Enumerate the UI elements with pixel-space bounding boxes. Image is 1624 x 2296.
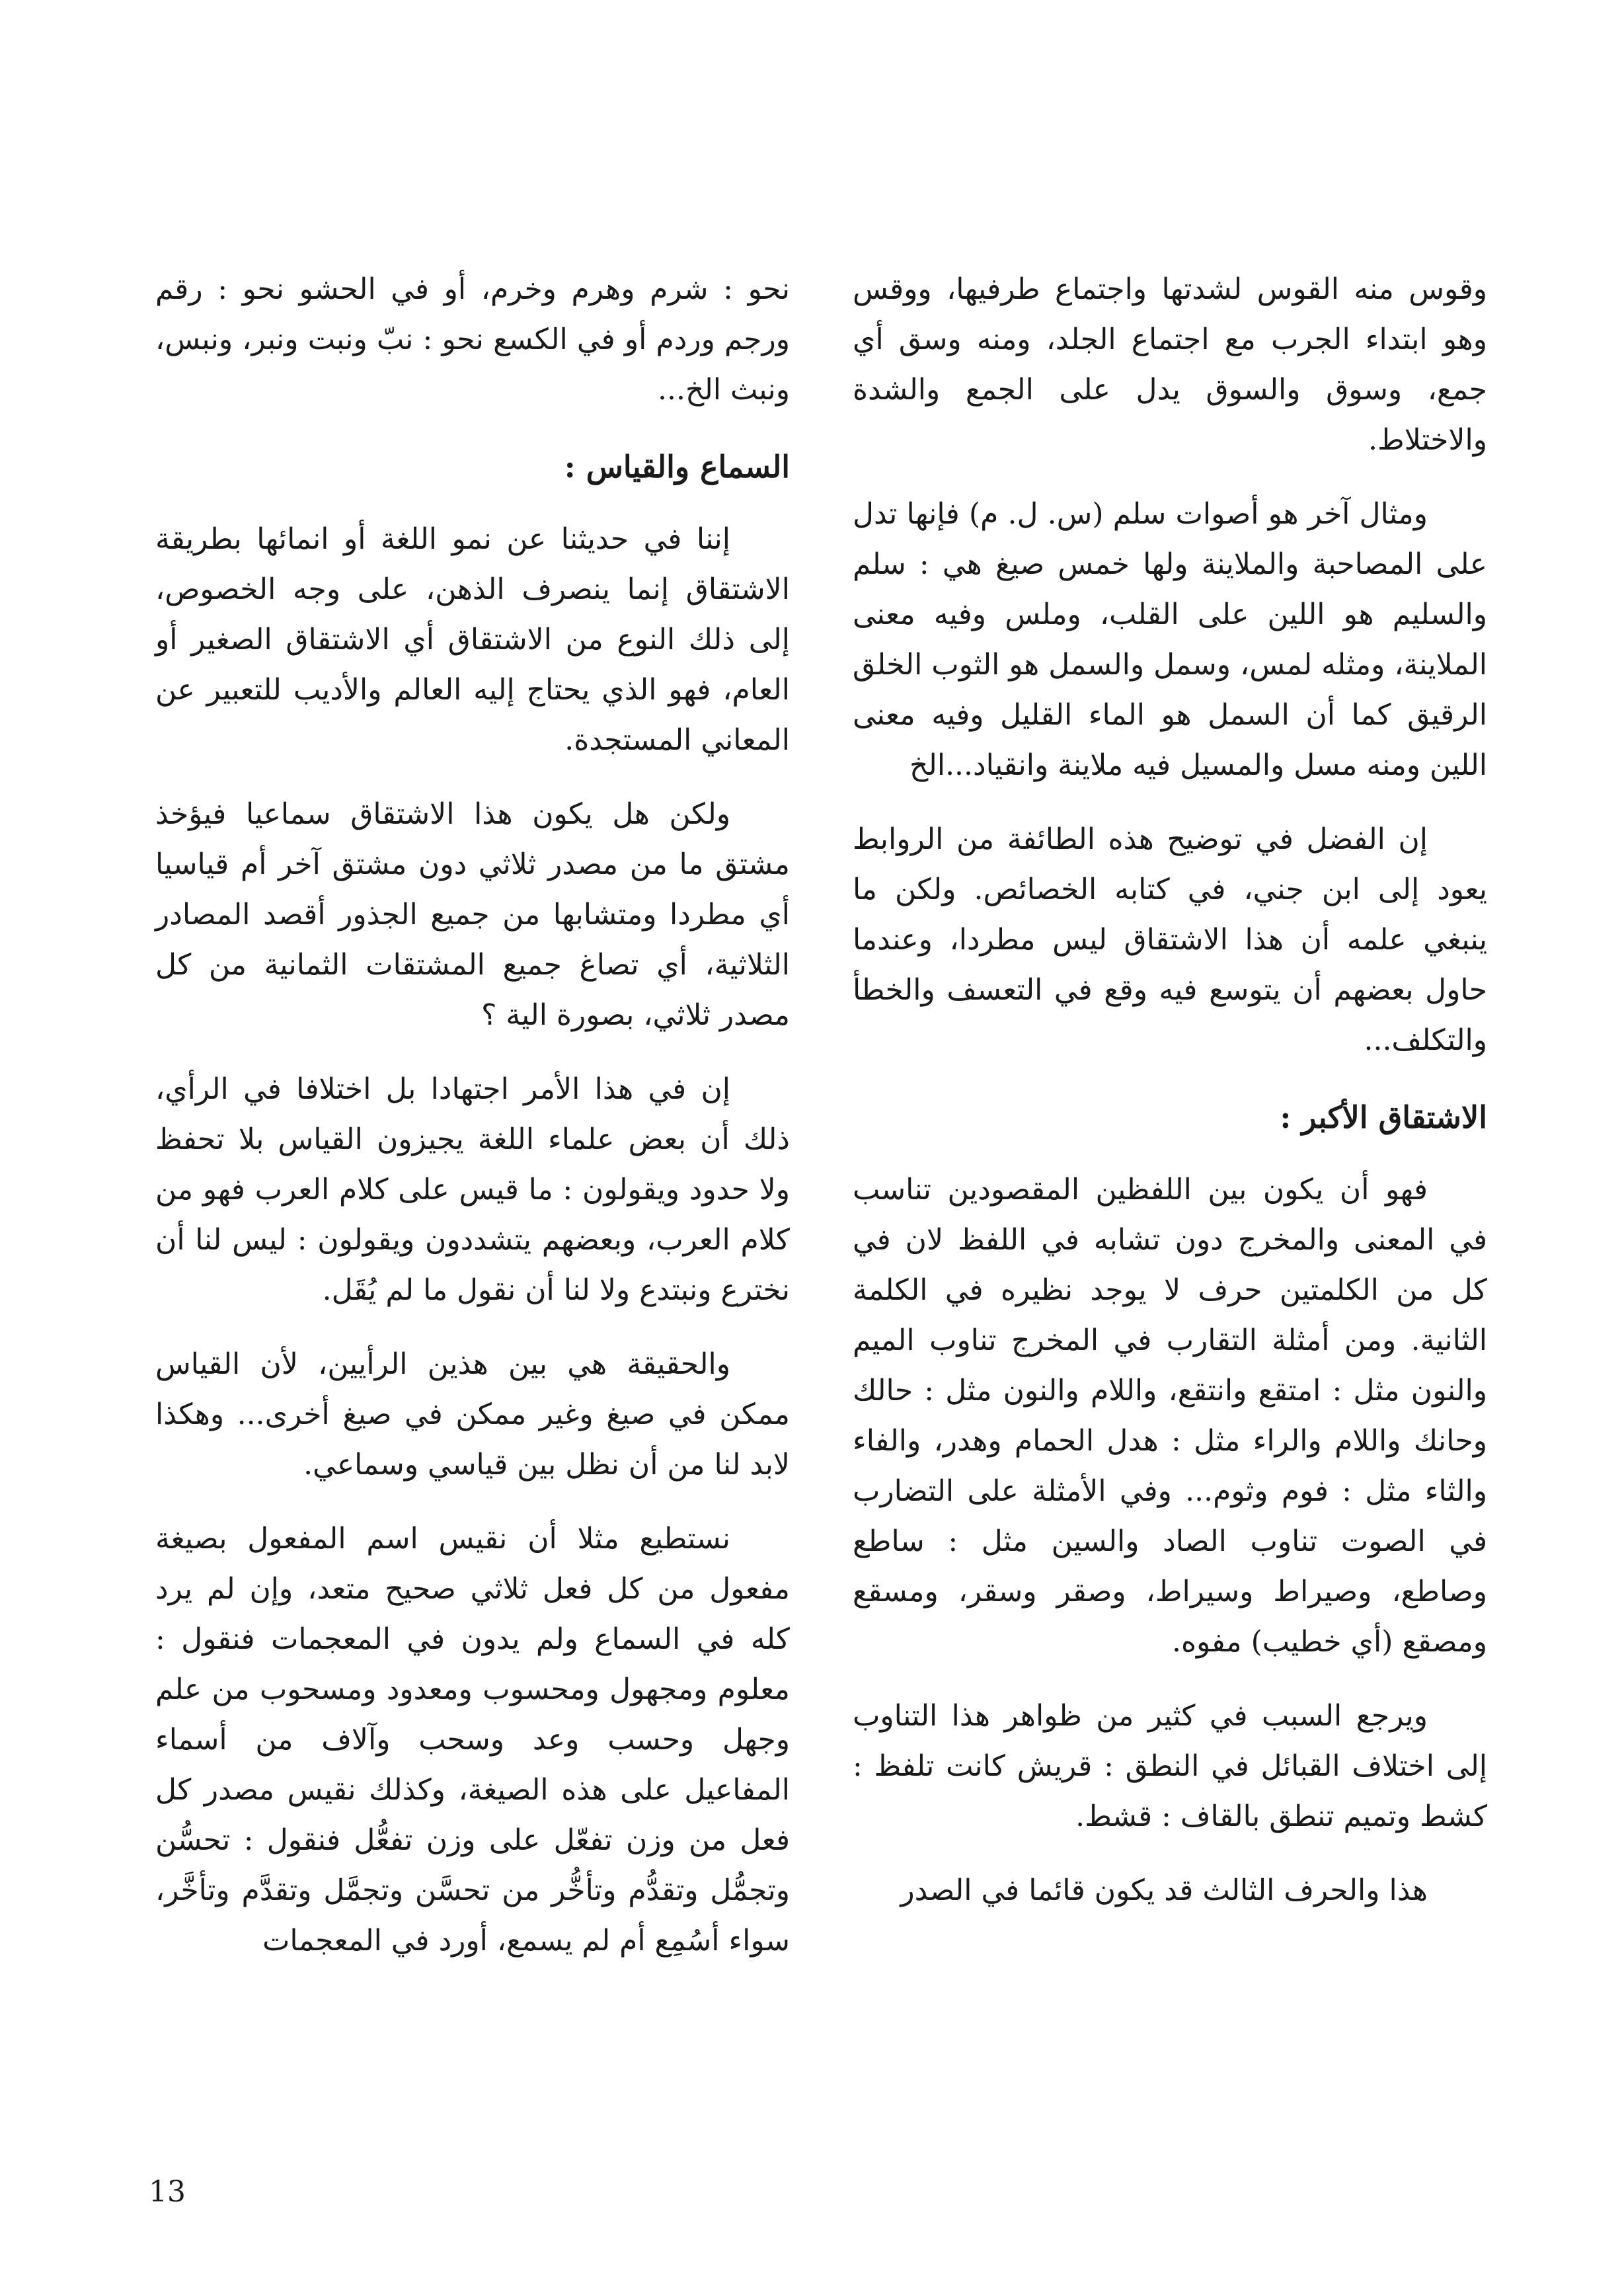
page-number: 13	[149, 2175, 186, 2209]
paragraph: وقوس منه القوس لشدتها واجتماع طرفيها، ووقس وهو ابتداء الجرب مع اجتماع الجلد، ومنه وسق أي جمع، وسوق والسوق يدل على الجمع والشدة والاختلاط.	[853, 272, 1487, 457]
paragraph: هذا والحرف الثالث قد يكون قائما في الصدر	[900, 1874, 1428, 1907]
paragraph: فهو أن يكون بين اللفظين المقصودين تناسب في المعنى والمخرج دون تشابه في اللفظ لان في كل من الكلمتين حرف لا يوجد نظيره في الكلمة الثانية. ومن أمثلة التقارب في المخرج تناوب الميم والنون مثل : امتقع وانتقع، واللام والنون مثل : حالك وحانك واللام والراء مثل : هدل الحمام وهدر، والفاء والثاء مثل : فوم وثوم... وفي الأمثلة على التضارب في الصوت تناوب الصاد والسين مثل : ساطع وصاطع، وصيراط وسيراط، وصقر وسقر، ومسقع ومصقع (أي خطيب) مفوه.	[853, 1173, 1487, 1659]
section-heading: السماع والقياس :	[564, 449, 790, 485]
right-column	[853, 264, 1487, 1940]
paragraph: ويرجع السبب في كثير من ظواهر هذا التناوب إلى اختلاف القبائل في النطق : قريش كانت تلفظ : كشط وتميم تنطق بالقاف : قشط.	[853, 1699, 1487, 1833]
paragraph: نستطيع مثلا أن نقيس اسم المفعول بصيغة مفعول من كل فعل ثلاثي صحيح متعد، وإن لم يرد كله في السماع ولم يدون في المعجمات فنقول : معلوم ومجهول ومحسوب ومعدود ومسحوب من علم وجهل وحسب وعد وسحب وآلاف من أسماء المفاعيل على هذه الصيغة، وكذلك نقيس مصدر كل فعل من وزن تفعّل على وزن تفعُّل فنقول : تحسُّن وتجمُّل وتقدُّم وتأخُّر من تحسَّن وتجمَّل وتقدَّم وتأخَّر، سواء أسُمِع أم لم يسمع، أورد في المعجمات	[155, 1522, 790, 1958]
paragraph: ومثال آخر هو أصوات سلم (س. ل. م) فإنها تدل على المصاحبة والملاينة ولها خمس صيغ هي : سلم والسليم هو اللين على القلب، وملس وفيه معنى الملاينة، ومثله لمس، وسمل والسمل هو الثوب الخلق الرقيق كما أن السمل هو الماء القليل وفيه معنى اللين ومنه مسل والمسيل فيه ملاينة وانقياد...الخ	[853, 497, 1487, 782]
paragraph: ولكن هل يكون هذا الاشتقاق سماعيا فيؤخذ مشتق ما من مصدر ثلاثي دون مشتق آخر أم قياسيا أي مطردا ومتشابها من جميع الجذور أقصد المصادر الثلاثية، أي تصاغ جميع المشتقات الثمانية من كل مصدر ثلاثي، بصورة الية ؟	[155, 797, 790, 1032]
paragraph: إننا في حديثنا عن نمو اللغة أو انمائها بطريقة الاشتقاق إنما ينصرف الذهن، على وجه الخصوص، إلى ذلك النوع من الاشتقاق أي الاشتقاق الصغير أو العام، فهو الذي يحتاج إليه العالم والأديب للتعبير عن المعاني المستجدة.	[155, 522, 790, 757]
paragraph: إن الفضل في توضيح هذه الطائفة من الروابط يعود إلى ابن جني، في كتابه الخصائص. ولكن ما ينبغي علمه أن هذا الاشتقاق ليس مطردا، وعندما حاول بعضهم أن يتوسع فيه وقع في التعسف والخطأ والتكلف...	[853, 822, 1487, 1057]
section-heading: الاشتقاق الأكبر :	[1280, 1099, 1487, 1135]
paragraph: إن في هذا الأمر اجتهادا بل اختلافا في الرأي، ذلك أن بعض علماء اللغة يجيزون القياس بلا تحفظ ولا حدود ويقولون : ما قيس على كلام العرب فهو من كلام العرب، وبعضهم يتشددون ويقولون : ليس لنا أن نخترع ونبتدع ولا لنا أن نقول ما لم يُقَل.	[155, 1072, 790, 1307]
paragraph: نحو : شرم وهرم وخرم، أو في الحشو نحو : رقم ورجم وردم أو في الكسع نحو : نبّ ونبت ونبر، ونبس، ونبث الخ...	[155, 272, 790, 407]
left-column	[155, 264, 790, 1990]
paragraph: والحقيقة هي بين هذين الرأيين، لأن القياس ممكن في صيغ وغير ممكن في صيغ أخرى... وهكذا لابد لنا من أن نظل بين قياسي وسماعي.	[155, 1347, 790, 1482]
